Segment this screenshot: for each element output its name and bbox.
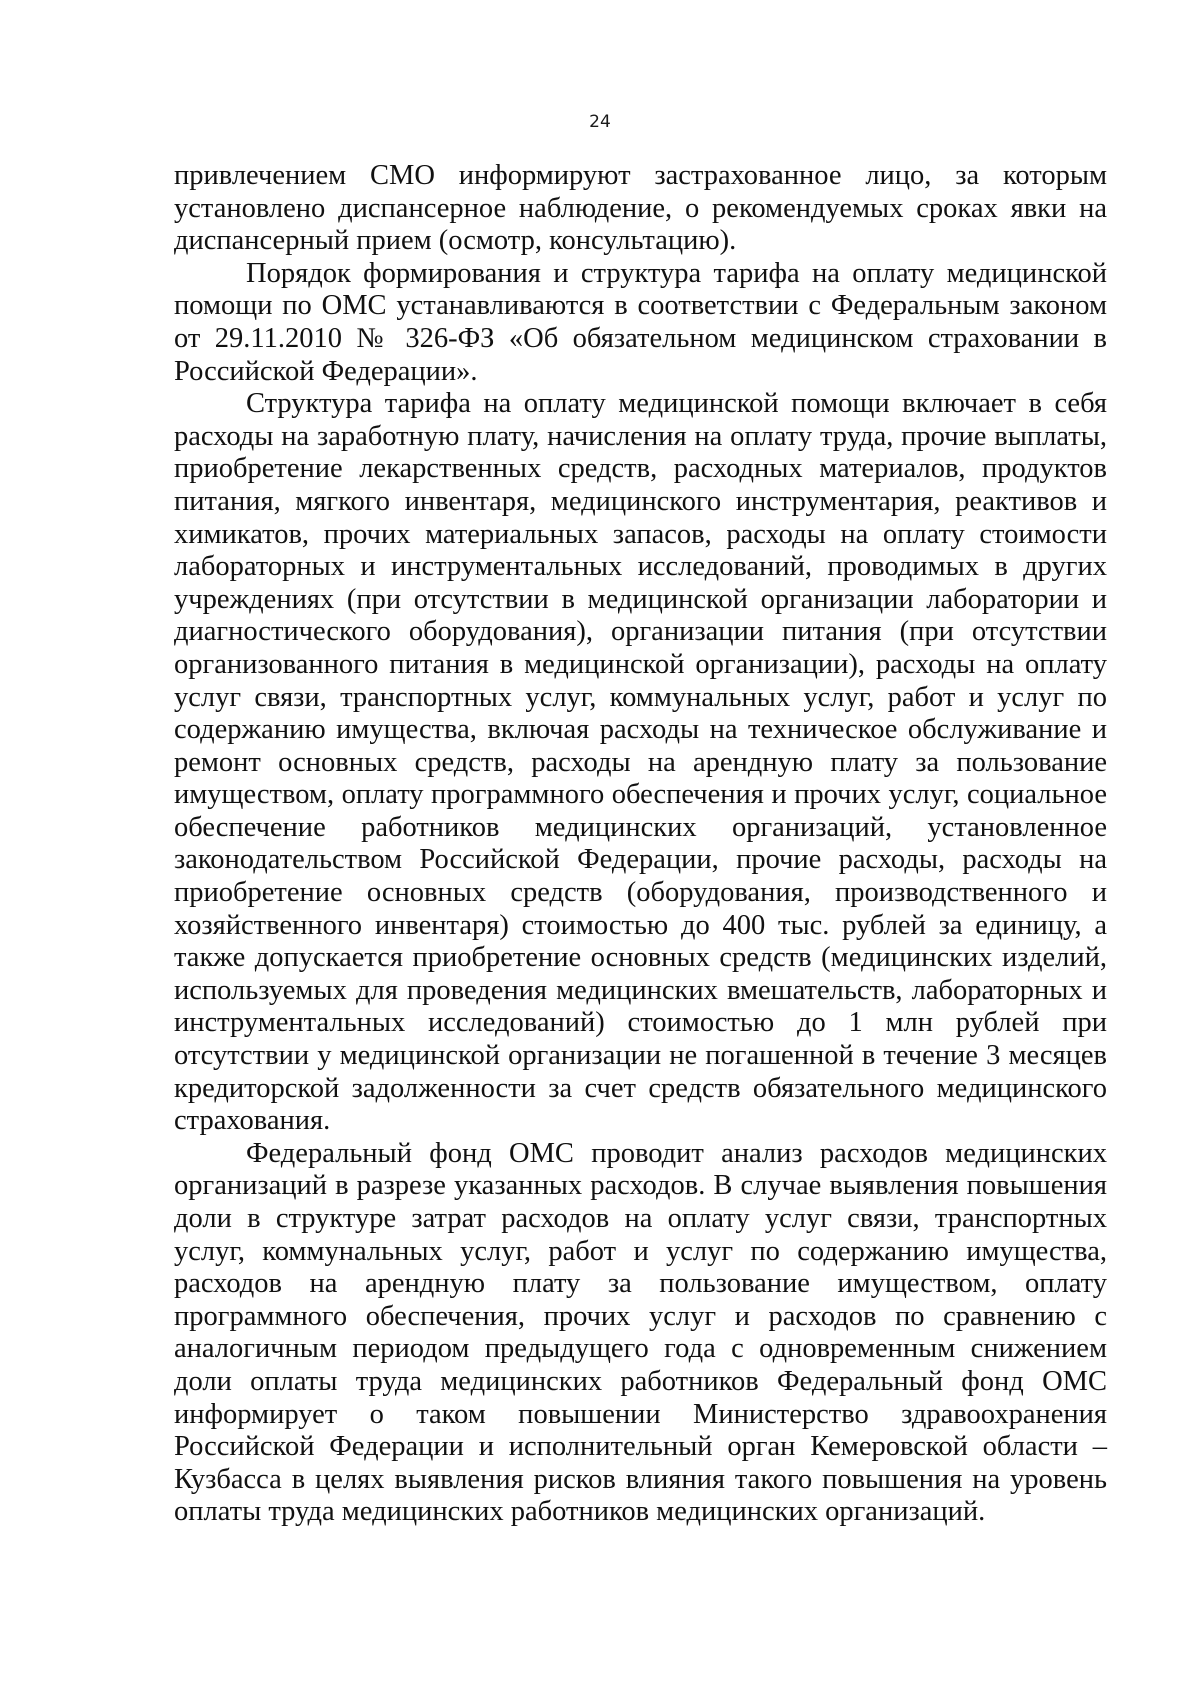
page-number: 24 bbox=[589, 112, 611, 132]
paragraph-continuation: привлечением СМО информируют застрахованное лицо, за которым установлено диспансерное наблюдение, о рекомендуемых сроках явки на диспансерный прием (осмотр, консультацию). bbox=[174, 160, 1107, 257]
paragraph-ffoms-analysis: Федеральный фонд ОМС проводит анализ расходов медицинских организаций в разрезе указанных расходов. В случае выявления повышения доли в структуре затрат расходов на оплату услуг связи, транспортных услуг, коммунальных услуг, работ и услуг по содержанию имущества, расходов на арендную плату за пользование имуществом, оплату программного обеспечения, прочих услуг и расходов по сравнению с аналогичным периодом предыдущего года с одновременным снижением доли оплаты труда медицинских работников Федеральный фонд ОМС информирует о таком повышении Министерство здравоохранения Российской Федерации и исполнительный орган Кемеровской области – Кузбасса в целях выявления рисков влияния такого повышения на уровень оплаты труда медицинских работников медицинских организаций. bbox=[174, 1137, 1107, 1528]
document-body bbox=[174, 160, 1107, 1529]
paragraph-tariff-structure: Структура тарифа на оплату медицинской помощи включает в себя расходы на заработную плату, начисления на оплату труда, прочие выплаты, приобретение лекарственных средств, расходных материалов, продуктов питания, мягкого инвентаря, медицинского инструментария, реактивов и химикатов, прочих материальных запасов, расходы на оплату стоимости лабораторных и инструментальных исследований, проводимых в других учреждениях (при отсутствии в медицинской организации лаборатории и диагностического оборудования), организации питания (при отсутствии организованного питания в медицинской организации), расходы на оплату услуг связи, транспортных услуг, коммунальных услуг, работ и услуг по содержанию имущества, включая расходы на техническое обслуживание и ремонт основных средств, расходы на арендную плату за пользование имуществом, оплату программного обеспечения и прочих услуг, социальное обеспечение работников медицинских организаций, установленное законодательством Российской Федерации, прочие расходы, расходы на приобретение основных средств (оборудования, производственного и хозяйственного инвентаря) стоимостью до 400 тыс. рублей за единицу, а также допускается приобретение основных средств (медицинских изделий, используемых для проведения медицинских вмешательств, лабораторных и инструментальных исследований) стоимостью до 1 млн рублей при отсутствии у медицинской организации не погашенной в течение 3 месяцев кредиторской задолженности за счет средств обязательного медицинского страхования. bbox=[174, 388, 1107, 1137]
paragraph-tariff-order: Порядок формирования и структура тарифа на оплату медицинской помощи по ОМС устанавливаются в соответствии с Федеральным законом от 29.11.2010 № 326-ФЗ «Об обязательном медицинском страховании в Российской Федерации». bbox=[174, 257, 1107, 387]
